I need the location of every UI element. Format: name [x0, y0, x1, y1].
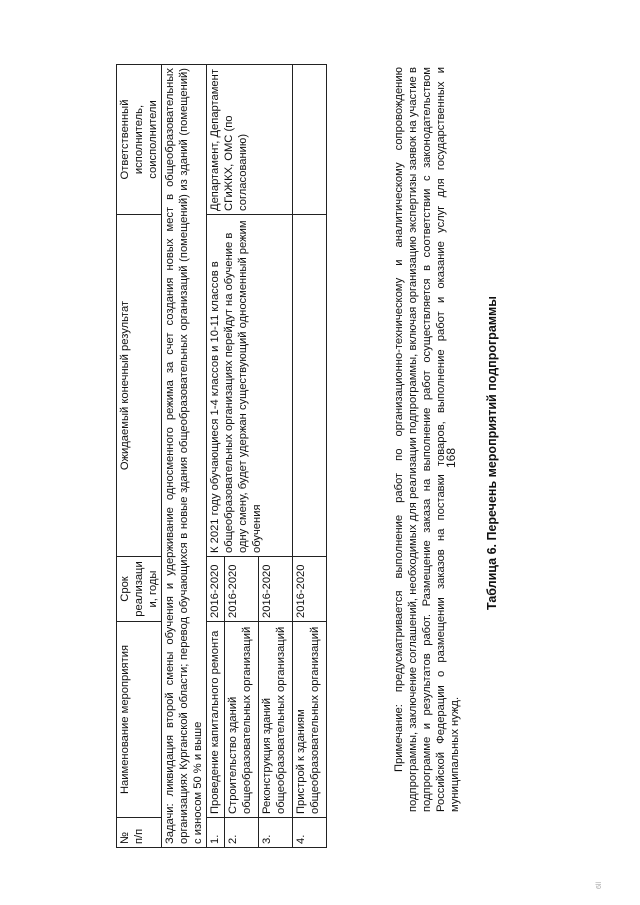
row-name: Реконструкция зданий общеобразовательных организаций — [259, 622, 293, 818]
row-num: 3. — [259, 818, 293, 848]
row-num: 4. — [293, 818, 327, 848]
row-term: 2016-2020 — [259, 557, 293, 622]
table-title: Таблица 6. Перечень мероприятий подпрограммы — [485, 296, 499, 610]
table-row — [293, 65, 327, 848]
page-number: 168 — [444, 447, 458, 468]
responsible-executors: Департамент, Департамент СГиЖКХ, ОМС (по согласованию) — [207, 65, 293, 215]
col-header-term: Срок реализации, годы — [117, 557, 162, 622]
table-row — [207, 65, 225, 848]
empty-cell — [293, 65, 327, 215]
note-paragraph: Примечание: предусматривается выполнение работ по организационно-техническому и аналитическому сопровождению подпрограммы, заключение соглашений, необходимых для реализации подпрограммы, включая организацию экспертизы заявок на участие в подпрограмме и результатов работ. Размещение заказа на выполнение работ осуществляется в соответствии с законодательством Российской Федерации о размещении заказов на поставки товаров, выполнение работ и оказание услуг для государственных и муниципальных нужд. — [393, 67, 461, 812]
row-name: Строительство зданий общеобразовательных организаций — [225, 622, 259, 818]
row-num: 1. — [207, 818, 225, 848]
col-header-name: Наименование мероприятия — [117, 622, 162, 818]
expected-result: К 2021 году обучающиеся 1-4 классов и 10-11 классов в общеобразовательных организациях перейдут на обучение в одну смену, будет удержан существующий односменный режим обучения — [207, 215, 293, 557]
header-row — [117, 65, 162, 848]
row-name: Проведение капитального ремонта — [207, 622, 225, 818]
row-term: 2016-2020 — [207, 557, 225, 622]
corner-mark: 6ll — [596, 881, 603, 889]
row-num: 2. — [225, 818, 259, 848]
row-term: 2016-2020 — [293, 557, 327, 622]
empty-cell — [293, 215, 327, 557]
task-row — [162, 65, 207, 848]
col-header-result: Ожидаемый конечный результат — [117, 215, 162, 557]
col-header-responsible: Ответственный исполнитель, соисполнители — [117, 65, 162, 215]
col-header-num: № п/п — [117, 818, 162, 848]
measures-table — [116, 64, 327, 848]
row-term: 2016-2020 — [225, 557, 259, 622]
task-text: Задачи: ликвидация второй смены обучения и удерживание односменного режима за счет создания новых мест в общеобразовательных организациях Курганской области; перевод обучающихся в новые здания общеобразовательных организаций (помещений) из зданий (помещений) с износом 50 % и выше — [162, 65, 207, 848]
row-name: Пристрой к зданиям общеобразовательных организаций — [293, 622, 327, 818]
